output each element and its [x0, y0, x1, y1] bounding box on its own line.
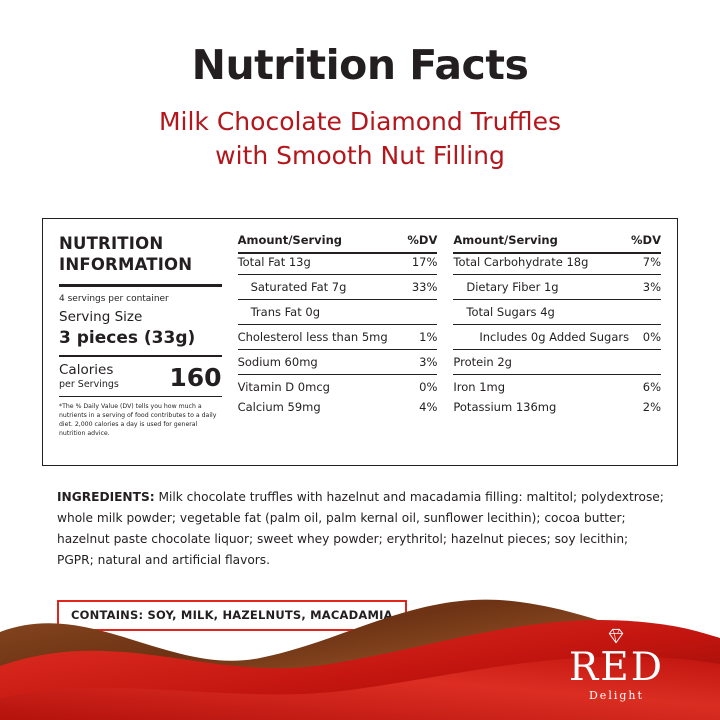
column-header-amount: Amount/Serving	[453, 233, 558, 247]
nutrient-name: Includes 0g Added Sugars	[479, 330, 630, 344]
nutrient-dv: 17%	[411, 255, 438, 269]
nutrient-row	[453, 349, 661, 374]
nutrition-info-column	[59, 233, 234, 455]
calories-row	[59, 363, 222, 390]
nutrient-row	[238, 349, 438, 374]
ingredients-text: Milk chocolate truffles with hazelnut and macadamia filling: maltitol; polydextrose; whole milk powder; vegetable fat (palm oil, palm kernal oil, sunflower lecithin); cocoa butter; hazelnut paste chocolate liquor; sweet whey powder; erythritol; hazelnut pieces; soy lecithin; PGPR; natural and artificial flavors.	[57, 490, 664, 567]
nutrient-row	[238, 399, 438, 417]
product-subtitle-line1: Milk Chocolate Diamond Truffles	[158, 107, 562, 136]
ingredients-block	[57, 487, 665, 571]
nutrition-facts-panel	[42, 218, 678, 466]
column-header-amount: Amount/Serving	[237, 233, 343, 247]
nutrient-name: Calcium 59mg	[237, 400, 321, 414]
nutrient-name: Dietary Fiber 1g	[466, 280, 559, 294]
nutrient-dv: 6%	[642, 380, 661, 394]
calories-sublabel: per Servings	[59, 378, 119, 390]
column-header-dv: %DV	[407, 233, 438, 247]
nutrient-row	[238, 299, 438, 324]
calories-label: Calories	[59, 362, 114, 379]
serving-size-value: 3 pieces (33g)	[59, 328, 196, 349]
column-header-right	[453, 233, 661, 252]
contains-allergen-box: CONTAINS: SOY, MILK, HAZELNUTS, MACADAMIA	[57, 600, 407, 631]
nutrient-row	[238, 324, 438, 349]
ingredients-label: INGREDIENTS:	[57, 490, 155, 504]
nutrient-row	[238, 254, 438, 274]
servings-per-container: 4 servings per container	[59, 294, 169, 305]
nutrient-dv: 7%	[642, 255, 661, 269]
nutrients-column-right	[447, 233, 661, 455]
divider-thick	[59, 284, 222, 287]
nutrient-dv: 2%	[642, 400, 661, 414]
nutrient-name: Potassium 136mg	[453, 400, 557, 414]
nutrient-name: Trans Fat 0g	[250, 305, 321, 319]
nutrient-name: Total Carbohydrate 18g	[453, 255, 589, 269]
product-subtitle-line2: with Smooth Nut Filling	[215, 140, 505, 170]
brand-tagline: Delight	[588, 689, 644, 702]
product-subtitle	[0, 105, 720, 173]
nutrient-dv: 1%	[419, 330, 438, 344]
nutrient-dv: 4%	[419, 400, 438, 414]
nutrition-information-title-line2: INFORMATION	[59, 255, 193, 275]
nutrient-row	[453, 374, 661, 399]
nutrient-row	[453, 254, 661, 274]
nutrients-column-middle	[234, 233, 448, 455]
divider-medium	[59, 355, 222, 357]
nutrient-row	[238, 374, 438, 399]
nutrient-dv: 3%	[419, 355, 438, 369]
nutrient-dv: 33%	[411, 280, 438, 294]
column-header-middle	[238, 233, 438, 252]
nutrient-name: Total Sugars 4g	[466, 305, 555, 319]
nutrition-information-title	[59, 233, 222, 275]
nutrient-row	[453, 399, 661, 417]
daily-value-footnote: *The % Daily Value (DV) tells you how much a nutrients in a serving of food contributes to a daily diet. 2,000 calories a day is used for general nutrition advice.	[59, 402, 217, 437]
nutrient-name: Total Fat 13g	[237, 255, 311, 269]
nutrient-name: Iron 1mg	[453, 380, 506, 394]
nutrient-name: Vitamin D 0mcg	[237, 380, 330, 394]
nutrient-dv: 0%	[419, 380, 438, 394]
brand-name: RED	[568, 645, 664, 690]
nutrient-row	[453, 324, 661, 349]
nutrient-dv: 0%	[642, 330, 661, 344]
nutrient-row	[453, 299, 661, 324]
nutrient-name: Protein 2g	[453, 355, 512, 369]
page-title: Nutrition Facts	[191, 41, 529, 89]
calories-value: 160	[169, 362, 222, 392]
nutrient-name: Cholesterol less than 5mg	[237, 330, 388, 344]
diamond-icon	[606, 626, 626, 646]
brand-logo	[569, 626, 664, 702]
column-header-dv: %DV	[631, 233, 661, 247]
nutrient-row	[453, 274, 661, 299]
nutrient-name: Sodium 60mg	[237, 355, 318, 369]
divider-thin	[59, 396, 222, 397]
serving-size-label: Serving Size	[59, 309, 143, 326]
nutrition-information-title-line1: NUTRITION	[59, 234, 164, 253]
nutrient-name: Saturated Fat 7g	[250, 280, 347, 294]
nutrient-dv: 3%	[642, 280, 661, 294]
nutrient-row	[238, 274, 438, 299]
